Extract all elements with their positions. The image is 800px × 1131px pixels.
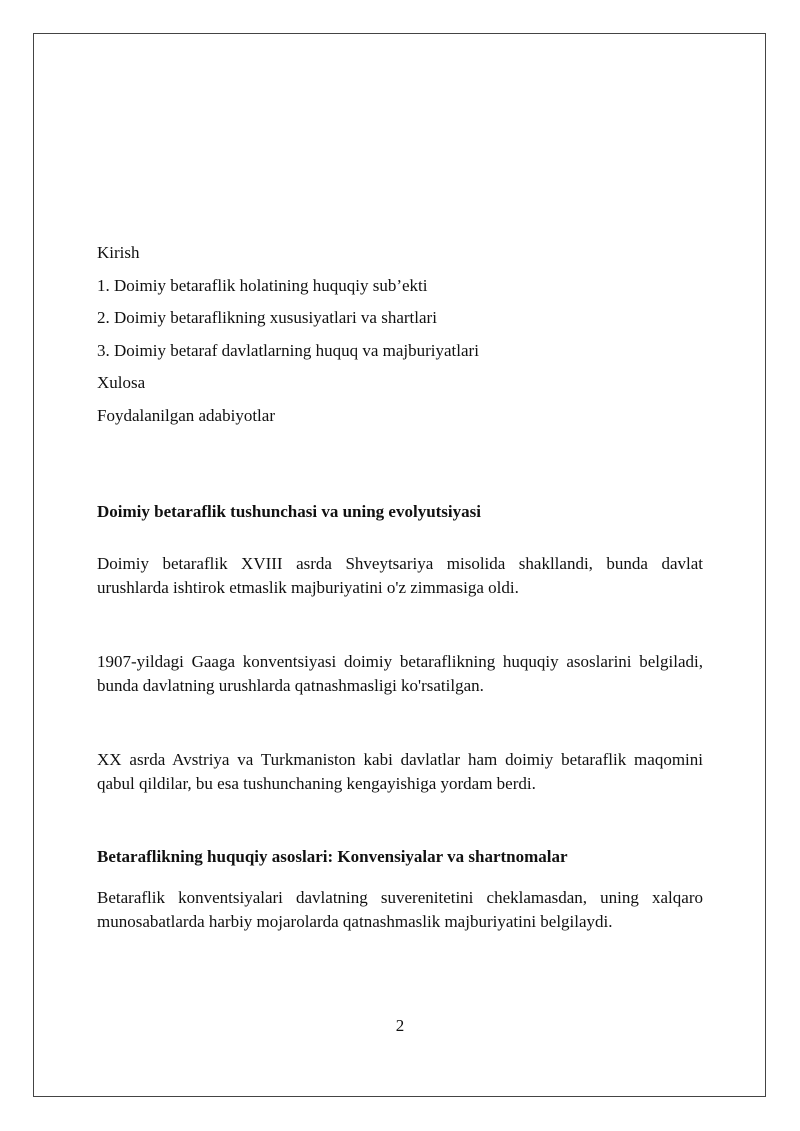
section-heading-legal-basis: Betaraflikning huquqiy asoslari: Konvensiyalar va shartnomalar [97, 847, 568, 866]
table-of-contents [97, 241, 703, 436]
paragraph-austria-turkmenistan: XX asrda Avstriya va Turkmaniston kabi davlatlar ham doimiy betaraflik maqomini qabul qildilar, bu esa tushunchaning kengayishiga yordam berdi. [97, 750, 703, 793]
paragraph-hague-convention: 1907-yildagi Gaaga konventsiyasi doimiy betaraflikning huquqiy asoslarini belgiladi, bunda davlatning urushlarda qatnashmasligi ko'rsatilgan. [97, 652, 703, 695]
toc-item-references: Foydalanilgan adabiyotlar [97, 405, 275, 425]
paragraph-switzerland: Doimiy betaraflik XVIII asrda Shveytsariya misolida shakllandi, bunda davlat urushlarda ishtirok etmaslik majburiyatini o'z zimmasiga oldi. [97, 554, 703, 597]
toc-item-introduction: Kirish [97, 243, 140, 262]
toc-item-conclusion: Xulosa [97, 373, 146, 392]
paragraph-neutrality-conventions: Betaraflik konventsiyalari davlatning suverenitetini cheklamasdan, uning xalqaro munosabatlarda harbiy mojarolarda qatnashmaslik majburiyatini belgilaydi. [97, 888, 703, 931]
page-number: 2 [395, 1016, 405, 1035]
section-heading-evolution: Doimiy betaraflik tushunchasi va uning evolyutsiyasi [97, 502, 481, 521]
toc-item-chapter-3: 3. Doimiy betaraf davlatlarning huquq va majburiyatlari [97, 340, 479, 360]
toc-item-chapter-1: 1. Doimiy betaraflik holatining huquqiy sub’ekti [97, 275, 428, 295]
toc-item-chapter-2: 2. Doimiy betaraflikning xususiyatlari va shartlari [97, 308, 437, 327]
